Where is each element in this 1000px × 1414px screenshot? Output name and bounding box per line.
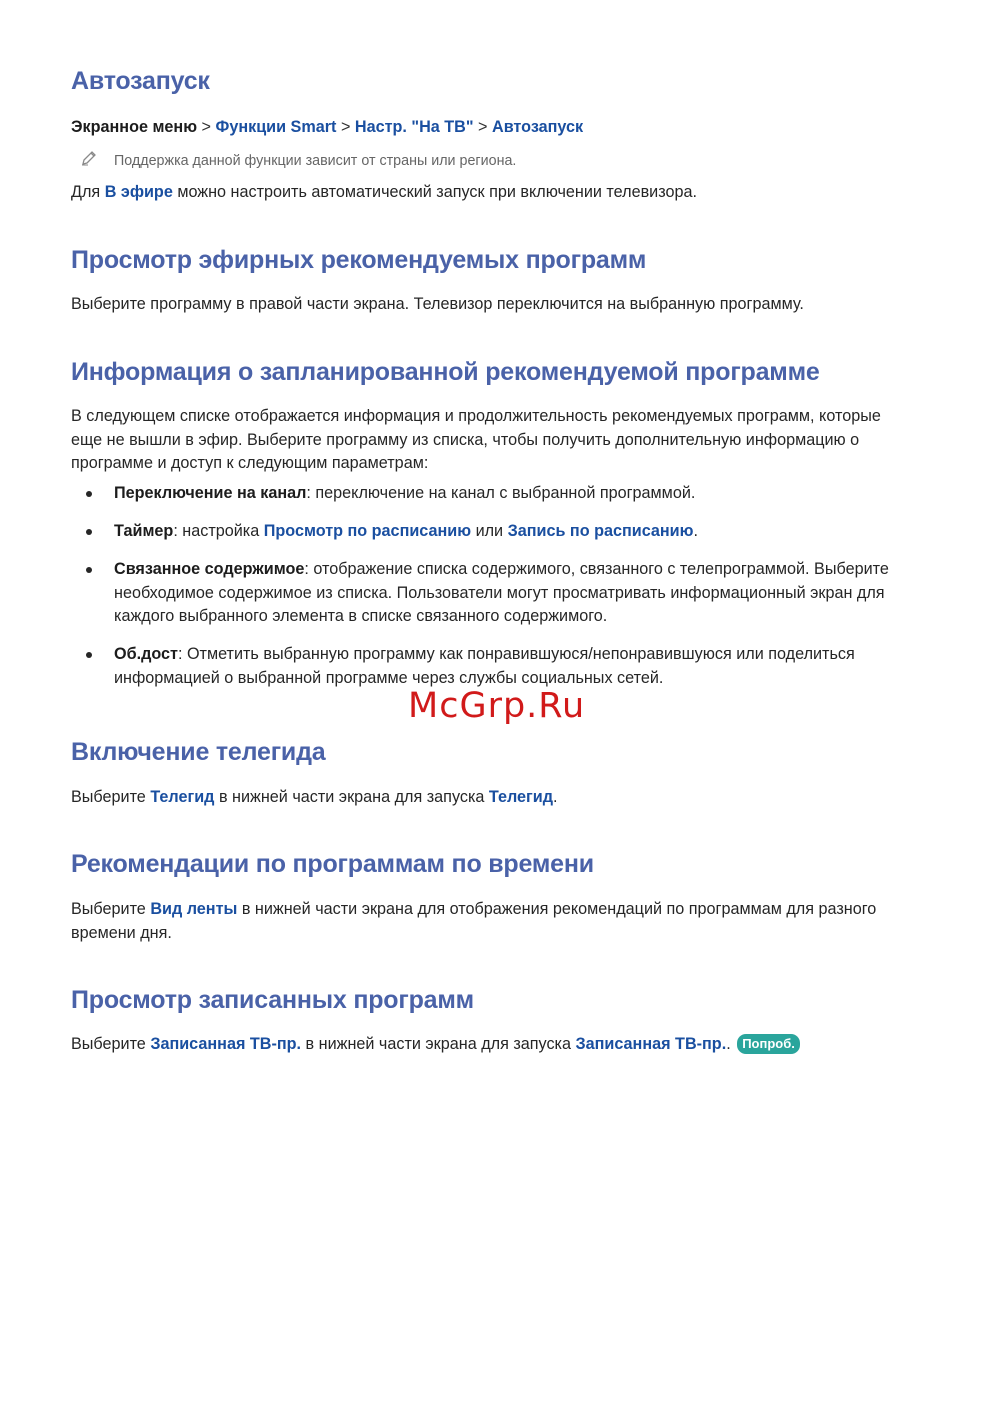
scheduled-info-body-line3: программе и доступ к следующим параметрам: xyxy=(71,454,429,472)
link-on-air[interactable]: В эфире xyxy=(104,183,173,201)
section-title-recorded: Просмотр записанных программ xyxy=(71,986,474,1014)
option-text: : отображение списка содержимого, связанного с телепрограммой. Выберите xyxy=(304,560,889,578)
body-text: Для xyxy=(71,183,101,201)
list-item-related-content xyxy=(71,558,944,629)
link-feed-view[interactable]: Вид ленты xyxy=(150,900,238,918)
option-text: : настройка xyxy=(173,522,260,540)
autostart-body xyxy=(71,181,941,205)
option-term: Таймер xyxy=(114,522,174,540)
link-guide[interactable]: Телегид xyxy=(150,788,215,806)
breadcrumb-root: Экранное меню xyxy=(71,118,198,136)
link-schedule-recording[interactable]: Запись по расписанию xyxy=(507,522,694,540)
body-text: Выберите xyxy=(71,788,146,806)
note xyxy=(71,147,516,169)
option-text: : переключение на канал с выбранной программой. xyxy=(306,484,696,502)
bullet-dot xyxy=(86,529,92,535)
note-text: Поддержка данной функции зависит от страны или региона. xyxy=(114,153,517,169)
link-schedule-viewing[interactable]: Просмотр по расписанию xyxy=(263,522,472,540)
option-term: Связанное содержимое xyxy=(114,560,305,578)
section-title-view-recommended: Просмотр эфирных рекомендуемых программ xyxy=(71,246,647,274)
time-recommend-body-line2: времени дня. xyxy=(71,923,172,942)
body-text: Выберите xyxy=(71,1035,146,1053)
bullet-dot xyxy=(86,567,92,573)
section-title-scheduled-info: Информация о запланированной рекомендуемой программе xyxy=(71,358,820,386)
option-text: каждого выбранного элемента в списке связанного содержимого. xyxy=(114,607,608,625)
breadcrumb-item-smart[interactable]: Функции Smart xyxy=(215,118,337,136)
pencil-icon xyxy=(80,149,98,167)
try-now-button[interactable]: Попроб. xyxy=(737,1034,800,1054)
option-text: . xyxy=(693,522,698,540)
breadcrumb-item-autostart[interactable]: Автозапуск xyxy=(492,118,584,136)
section-title-guide-on: Включение телегида xyxy=(71,738,326,766)
list-item-switch-channel xyxy=(71,482,944,506)
breadcrumb-separator: > xyxy=(201,118,211,136)
guide-on-body xyxy=(71,786,941,810)
breadcrumb-separator: > xyxy=(340,118,351,136)
breadcrumb xyxy=(71,116,941,140)
option-text: или xyxy=(475,522,504,540)
breadcrumb-separator: > xyxy=(478,118,488,136)
list-item-timer xyxy=(71,520,944,544)
time-recommend-body-line1 xyxy=(71,898,941,922)
link-guide[interactable]: Телегид xyxy=(488,788,554,806)
body-text: . xyxy=(553,788,558,806)
option-text: информацией о выбранной программе через службы социальных сетей. xyxy=(114,668,664,687)
recorded-body xyxy=(71,1033,941,1057)
bullet-dot xyxy=(86,652,92,658)
link-recorded-tv[interactable]: Записанная ТВ-пр. xyxy=(575,1035,727,1053)
body-text: . xyxy=(726,1035,731,1053)
body-text: можно настроить автоматический запуск при включении телевизора. xyxy=(177,183,697,201)
option-term: Об.дост xyxy=(114,645,178,663)
scheduled-info-body-line1: В следующем списке отображается информация и продолжительность рекомендуемых программ, которые xyxy=(71,407,881,425)
body-text: в нижней части экрана для отображения рекомендаций по программам для разного xyxy=(241,900,877,918)
view-recommended-body: Выберите программу в правой части экрана. Телевизор переключится на выбранную программу. xyxy=(71,295,804,313)
option-text: : Отметить выбранную программу как понравившуюся/непонравившуюся или поделиться xyxy=(177,645,855,663)
section-title-autostart: Автозапуск xyxy=(71,67,210,95)
list-item-share xyxy=(71,643,944,690)
option-text: необходимое содержимое из списка. Пользователи могут просматривать информационный экран для xyxy=(114,583,885,602)
section-title-time-recommend: Рекомендации по программам по времени xyxy=(71,850,594,878)
scheduled-info-body-line2: еще не вышли в эфир. Выберите программу из списка, чтобы получить дополнительную информацию о xyxy=(71,430,860,449)
body-text: в нижней части экрана для запуска xyxy=(305,1035,571,1053)
bullet-dot xyxy=(86,491,92,497)
body-text: Выберите xyxy=(71,900,146,918)
breadcrumb-item-on-tv-settings[interactable]: Настр. "На ТВ" xyxy=(354,118,474,136)
body-text: в нижней части экрана для запуска xyxy=(218,788,485,806)
link-recorded-tv[interactable]: Записанная ТВ-пр. xyxy=(150,1035,302,1053)
watermark: McGrp.Ru xyxy=(408,686,586,726)
option-term: Переключение на канал xyxy=(114,484,307,502)
